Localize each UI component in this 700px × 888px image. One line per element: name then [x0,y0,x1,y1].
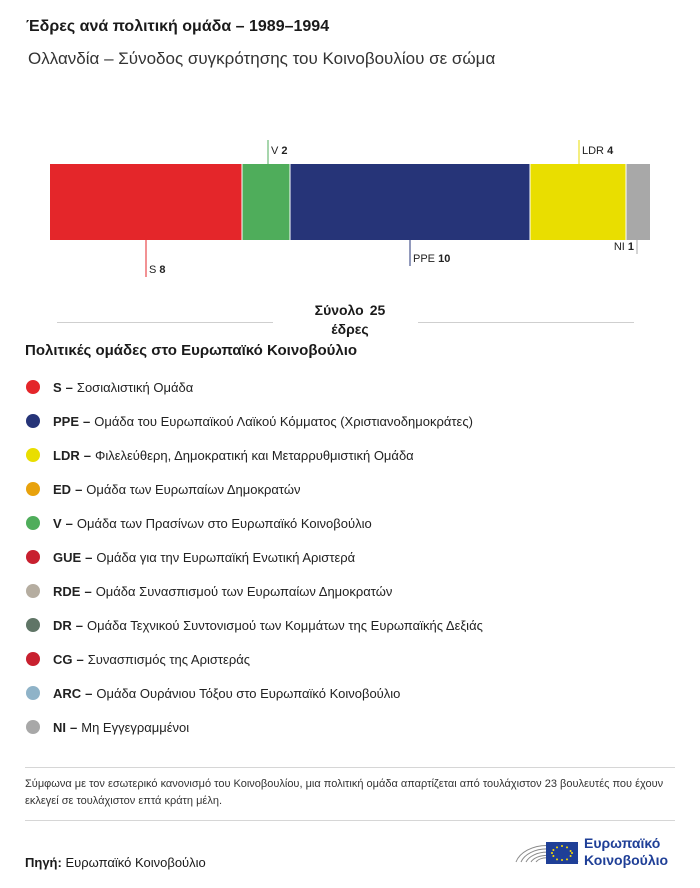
legend-item-s [25,370,685,404]
legend-name: Ομάδα των Ευρωπαίων Δημοκρατών [86,481,301,497]
legend-swatch-icon [26,550,40,564]
legend-abbr: LDR [53,447,80,463]
legend-item-ldr [25,438,685,472]
seat-total [280,301,420,339]
bar-segment-ldr [530,164,626,240]
legend-swatch-icon [26,618,40,632]
legend-swatch-icon [26,584,40,598]
total-value: 25 [369,302,386,318]
legend-separator: – [85,685,93,701]
legend-abbr: CG [53,651,73,667]
legend-separator: – [85,549,93,565]
legend-item-ni [25,710,685,744]
legend-swatch-icon [26,720,40,734]
legend-separator: – [76,651,84,667]
bar-segment-ppe [290,164,530,240]
total-divider-left [57,322,273,323]
data-label-v: V 2 [271,145,288,157]
legend [25,370,685,744]
legend-title: Πολιτικές ομάδες στο Ευρωπαϊκό Κοινοβούλιο [25,342,358,359]
legend-name: Φιλελεύθερη, Δημοκρατική και Μεταρρυθμιστική Ομάδα [94,447,414,463]
legend-separator: – [75,481,83,497]
legend-item-arc [25,676,685,710]
legend-name: Συνασπισμός της Αριστεράς [87,651,251,667]
logo-line-2: Κοινοβούλιο [584,852,669,868]
legend-separator: – [83,447,91,463]
legend-item-ppe [25,404,685,438]
chart-title: Έδρες ανά πολιτική ομάδα – 1989–1994 [26,18,330,35]
legend-name: Σοσιαλιστική Ομάδα [76,379,194,395]
legend-abbr: ED [53,481,72,497]
data-label-ppe: PPE 10 [413,253,451,265]
legend-item-ed [25,472,685,506]
bar-segment-v [242,164,290,240]
legend-item-dr [25,608,685,642]
data-label-ldr: LDR 4 [582,145,614,157]
source-line [25,855,206,870]
legend-separator: – [65,379,73,395]
legend-abbr: S [53,379,62,395]
legend-abbr: GUE [53,549,82,565]
legend-swatch-icon [26,652,40,666]
legend-swatch-icon [26,448,40,462]
legend-name: Ομάδα του Ευρωπαϊκού Λαϊκού Κόμματος (Χριστιανοδημοκράτες) [94,413,473,429]
legend-name: Ομάδα για την Ευρωπαϊκή Ενωτική Αριστερά [96,549,356,565]
legend-swatch-icon [26,516,40,530]
bar-segment-s [50,164,242,240]
legend-separator: – [65,515,73,531]
legend-item-rde [25,574,685,608]
legend-separator: – [75,617,84,633]
legend-name: Ομάδα Τεχνικού Συντονισμού των Κομμάτων της Ευρωπαϊκής Δεξιάς [87,617,483,633]
legend-separator: – [70,719,78,735]
chart-subtitle: Ολλανδία – Σύνοδος συγκρότησης του Κοινοβουλίου σε σώμα [28,49,496,68]
legend-abbr: NI [53,719,66,735]
logo-line-1: Ευρωπαϊκό [584,835,661,851]
legend-abbr: RDE [53,583,81,599]
legend-item-gue [25,540,685,574]
legend-swatch-icon [26,414,40,428]
legend-swatch-icon [26,686,40,700]
legend-swatch-icon [26,482,40,496]
note-divider-bottom [25,820,675,821]
legend-name: Μη Εγγεγραμμένοι [81,719,190,735]
total-label: Σύνολο [314,302,364,318]
legend-abbr: ARC [53,685,82,701]
legend-separator: – [84,583,92,599]
source-label: Πηγή: [25,855,62,870]
legend-name: Ομάδα Ουράνιου Τόξου στο Ευρωπαϊκό Κοινοβούλιο [96,685,401,701]
legend-item-v [25,506,685,540]
legend-abbr: V [53,515,62,531]
total-unit: έδρες [331,321,369,337]
stacked-bar-chart [0,130,700,290]
bar-segment-ni [626,164,650,240]
legend-item-cg [25,642,685,676]
note-divider-top [25,767,675,768]
source-value: Ευρωπαϊκό Κοινοβούλιο [65,855,206,870]
data-label-s: S 8 [149,264,166,276]
legend-name: Ομάδα των Πρασίνων στο Ευρωπαϊκό Κοινοβούλιο [76,515,372,531]
legend-separator: – [83,413,91,429]
logo-text [584,835,668,869]
legend-abbr: PPE [53,413,80,429]
data-label-ni: NI 1 [613,241,634,253]
total-divider-right [418,322,634,323]
legend-swatch-icon [26,380,40,394]
legend-name: Ομάδα Συνασπισμού των Ευρωπαίων Δημοκρατών [95,583,393,599]
footnote: Σύμφωνα με τον εσωτερικό κανονισμό του Κοινοβουλίου, μια πολιτική ομάδα απαρτίζεται από τουλάχιστον 23 βουλευτές που έχουν εκλεγεί σε τουλάχιστον επτά κράτη μέλη. [25,778,664,807]
legend-abbr: DR [53,617,72,633]
